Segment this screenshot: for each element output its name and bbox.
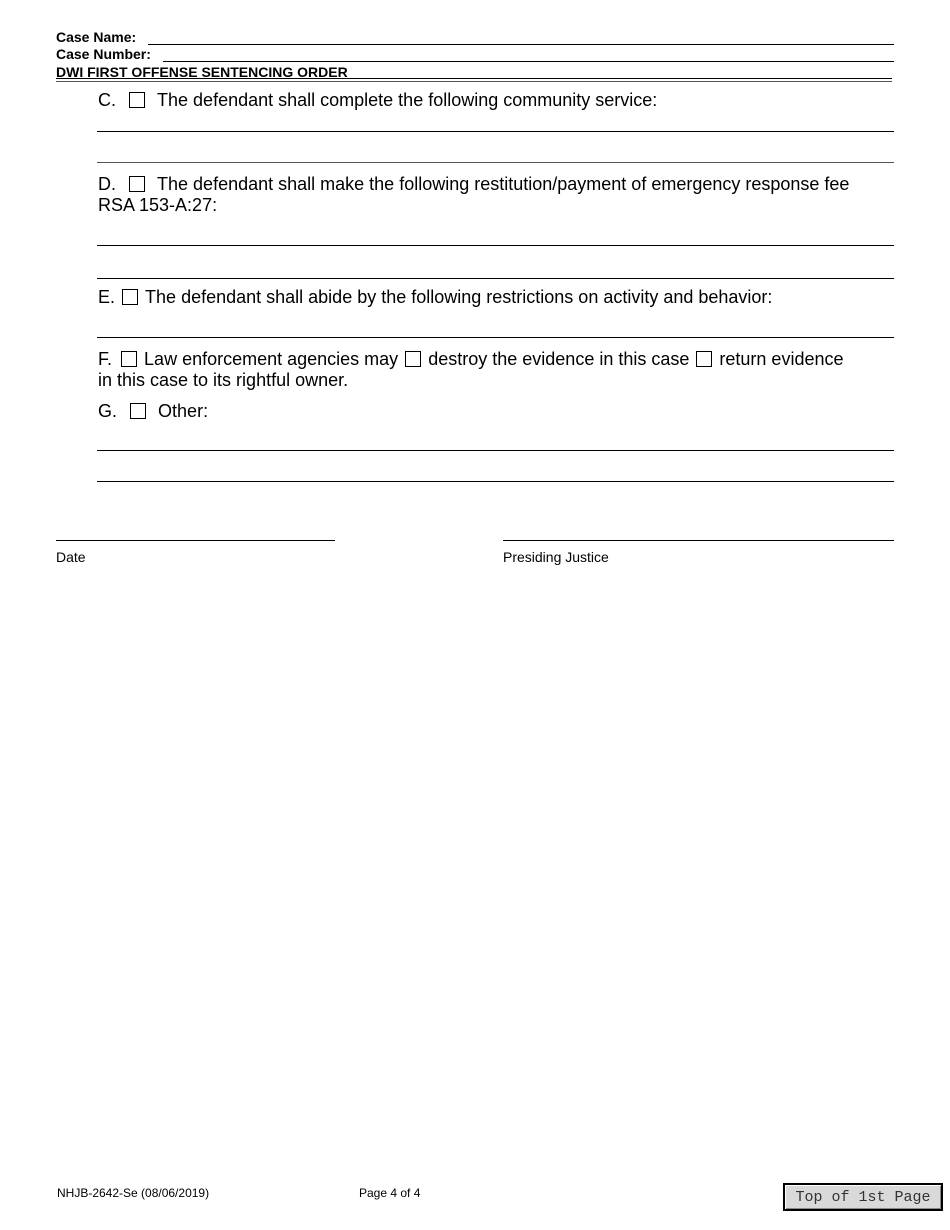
section-c-line-1[interactable] xyxy=(97,131,894,132)
section-f-checkbox[interactable] xyxy=(121,351,137,367)
section-d-text: The defendant shall make the following restitution/payment of emergency response fee xyxy=(157,174,850,194)
header-divider xyxy=(56,78,892,79)
section-c xyxy=(98,90,657,111)
presiding-justice-label: Presiding Justice xyxy=(503,549,609,565)
section-e-checkbox[interactable] xyxy=(122,289,138,305)
section-g-text: Other: xyxy=(158,401,209,421)
date-signature-line[interactable] xyxy=(56,540,335,541)
section-f-letter: F. xyxy=(98,349,113,369)
case-number-label: Case Number: xyxy=(56,46,151,62)
section-g-line-1[interactable] xyxy=(97,450,894,451)
top-of-first-page-button[interactable]: Top of 1st Page xyxy=(783,1183,943,1211)
justice-signature-line[interactable] xyxy=(503,540,894,541)
page-number: Page 4 of 4 xyxy=(359,1186,421,1200)
section-d-letter: D. xyxy=(98,174,116,194)
section-g-checkbox[interactable] xyxy=(130,403,146,419)
section-e-text: The defendant shall abide by the following restrictions on activity and behavior: xyxy=(145,287,773,307)
section-d-line-2[interactable] xyxy=(97,278,894,279)
case-name-field[interactable] xyxy=(148,44,894,45)
section-f-return-checkbox[interactable] xyxy=(696,351,712,367)
section-f-return-option: return evidence xyxy=(719,349,844,369)
section-d-checkbox[interactable] xyxy=(129,176,145,192)
section-g-letter: G. xyxy=(98,401,118,421)
section-g-line-2[interactable] xyxy=(97,481,894,482)
section-d-text-line2: RSA 153-A:27: xyxy=(98,195,218,215)
section-e-letter: E. xyxy=(98,287,116,307)
section-f-text-part1: Law enforcement agencies may xyxy=(144,349,399,369)
section-d xyxy=(98,174,849,195)
header-divider-2 xyxy=(56,81,892,82)
section-e-line-1[interactable] xyxy=(97,337,894,338)
section-d-line-1[interactable] xyxy=(97,245,894,246)
section-f xyxy=(98,349,843,370)
section-f-text-line2: in this case to its rightful owner. xyxy=(98,370,349,390)
case-number-field[interactable] xyxy=(163,61,894,62)
form-title: DWI FIRST OFFENSE SENTENCING ORDER xyxy=(56,64,348,80)
section-f-destroy-checkbox[interactable] xyxy=(405,351,421,367)
section-e xyxy=(98,287,772,308)
date-label: Date xyxy=(56,549,86,565)
section-f-destroy-option: destroy the evidence in this case xyxy=(428,349,690,369)
section-c-letter: C. xyxy=(98,90,116,110)
form-code: NHJB-2642-Se (08/06/2019) xyxy=(57,1186,210,1200)
section-c-text: The defendant shall complete the following community service: xyxy=(157,90,658,110)
section-c-line-2[interactable] xyxy=(97,162,894,163)
case-name-label: Case Name: xyxy=(56,29,137,45)
section-c-checkbox[interactable] xyxy=(129,92,145,108)
section-g xyxy=(98,401,208,422)
